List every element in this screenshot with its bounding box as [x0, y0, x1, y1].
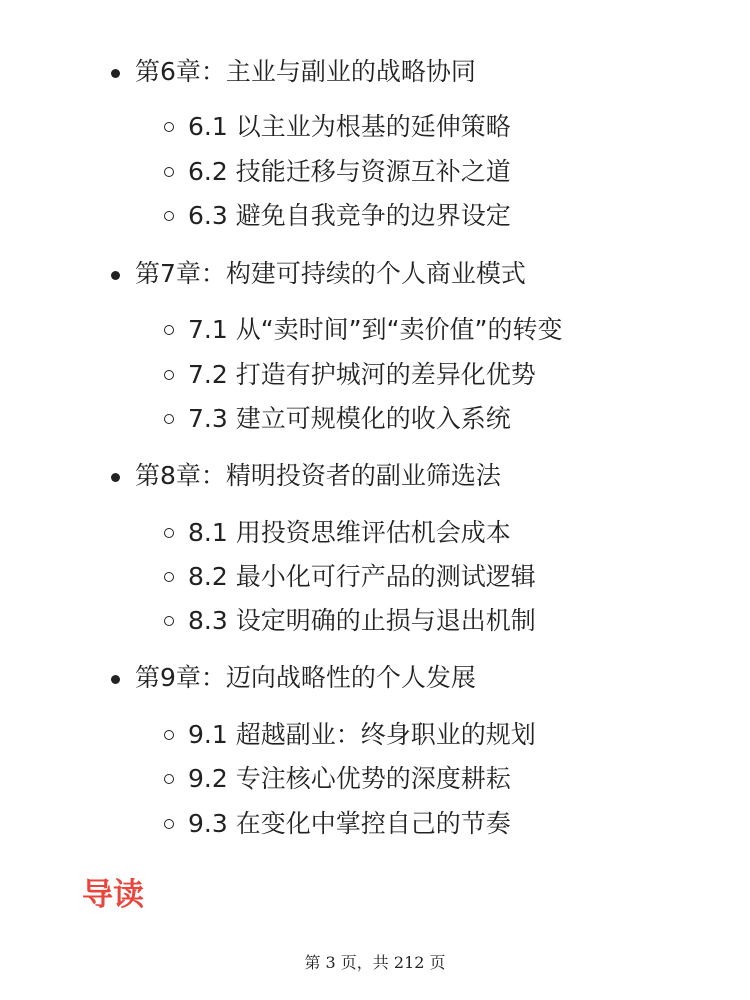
section-8-2: 8.2 最小化可行产品的测试逻辑 [188, 560, 536, 594]
section-7-2: 7.2 打造有护城河的差异化优势 [188, 358, 536, 392]
chapter-6: 第6章：主业与副业的战略协同 [135, 55, 476, 89]
section-8-1: 8.1 用投资思维评估机会成本 [188, 516, 511, 550]
section-6-2: 6.2 技能迁移与资源互补之道 [188, 155, 511, 189]
chapter-8: 第8章：精明投资者的副业筛选法 [135, 459, 501, 493]
section-9-1: 9.1 超越副业：终身职业的规划 [188, 718, 536, 752]
section-8-3: 8.3 设定明确的止损与退出机制 [188, 604, 536, 638]
chapter-7: 第7章：构建可持续的个人商业模式 [135, 257, 526, 291]
section-7-1: 7.1 从“卖时间”到“卖价值”的转变 [188, 313, 563, 347]
section-6-1: 6.1 以主业为根基的延伸策略 [188, 110, 511, 144]
section-heading: 导读 [82, 877, 144, 913]
section-7-3: 7.3 建立可规模化的收入系统 [188, 402, 511, 436]
page-number: 第 3 页，共 212 页 [304, 953, 446, 972]
section-9-3: 9.3 在变化中掌控自己的节奏 [188, 807, 511, 841]
section-6-3: 6.3 避免自我竞争的边界设定 [188, 199, 511, 233]
section-9-2: 9.2 专注核心优势的深度耕耘 [188, 762, 511, 796]
chapter-9: 第9章：迈向战略性的个人发展 [135, 661, 476, 695]
